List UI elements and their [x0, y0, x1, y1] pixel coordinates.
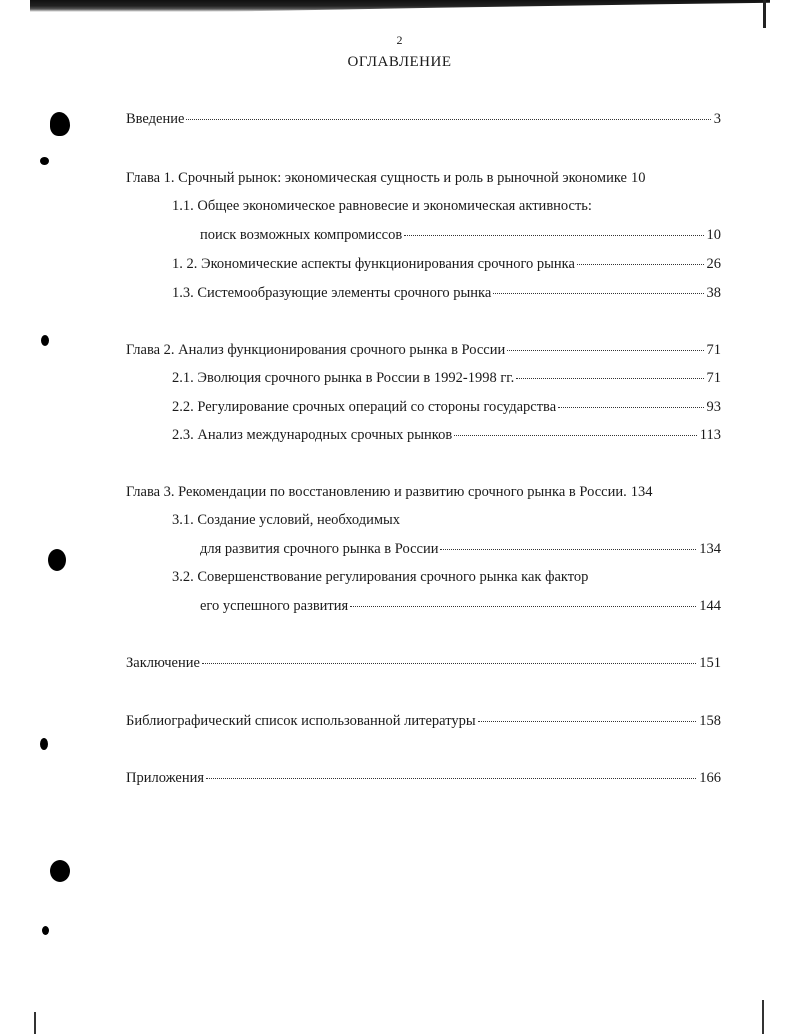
toc-entry-label: 2.2. Регулирование срочных операций со стороны государства: [172, 399, 557, 415]
dot-leader: [350, 606, 696, 607]
toc-entry-page: 10: [706, 227, 721, 243]
toc-entry-label: Глава 2. Анализ функционирования срочного рынка в России: [126, 342, 506, 358]
toc-entry-1-1[interactable]: [200, 227, 721, 247]
toc-entry-page: 151: [699, 655, 721, 671]
punch-hole-mark: [42, 926, 49, 935]
toc-entry-3-1[interactable]: [200, 541, 721, 561]
dot-leader: [404, 235, 703, 236]
toc-entry-chapter-1[interactable]: [126, 170, 721, 190]
toc-entry-2-3[interactable]: [172, 427, 721, 447]
punch-hole-mark: [41, 335, 49, 346]
dot-leader: [454, 435, 697, 436]
toc-entry-label: 1. 2. Экономические аспекты функционирования срочного рынка: [172, 256, 575, 272]
toc-entry-page: 26: [706, 256, 721, 272]
toc-entry-label: Заключение: [126, 655, 200, 671]
toc-entry-label: Глава 1. Срочный рынок: экономическая сущность и роль в рыночной экономике: [126, 170, 627, 186]
toc-entry-page: 10: [630, 170, 646, 186]
punch-hole-mark: [40, 157, 49, 165]
toc-entry-3-2[interactable]: [200, 598, 721, 618]
scan-border-left: [34, 1012, 36, 1034]
toc-entry-page: 134: [630, 484, 653, 500]
toc-entry-bibliography[interactable]: [126, 713, 721, 733]
page-number: 2: [396, 33, 403, 47]
toc-entry-label: Приложения: [126, 770, 205, 786]
dot-leader: [478, 721, 697, 722]
toc-entry-chapter-2[interactable]: [126, 342, 721, 362]
dot-leader: [507, 350, 703, 351]
dot-leader: [493, 293, 703, 294]
toc-entry-page: 158: [699, 713, 721, 729]
toc-entry-label: Введение: [126, 111, 185, 127]
dot-leader: [186, 119, 710, 120]
toc-entry-page: 71: [706, 370, 721, 386]
toc-entry-1-1-title: 1.1. Общее экономическое равновесие и экономическая активность:: [172, 198, 592, 214]
toc-entry-label: Глава 3. Рекомендации по восстановлению и развитию срочного рынка в России.: [126, 484, 627, 500]
toc-entry-1-2[interactable]: [172, 256, 721, 276]
dot-leader: [202, 663, 696, 664]
toc-entry-label: его успешного развития: [200, 598, 349, 614]
punch-hole-mark: [48, 549, 66, 571]
dot-leader: [558, 407, 703, 408]
dot-leader: [206, 778, 696, 779]
toc-entry-label: Библиографический список использованной литературы: [126, 713, 476, 729]
toc-entry-label: поиск возможных компромиссов: [200, 227, 403, 243]
toc-entry-2-2[interactable]: [172, 399, 721, 419]
toc-entry-page: 38: [706, 285, 721, 301]
toc-entry-label: для развития срочного рынка в России: [200, 541, 439, 557]
toc-entry-page: 93: [706, 399, 721, 415]
scan-border-right: [763, 0, 766, 28]
toc-entry-chapter-3[interactable]: [126, 484, 721, 504]
toc-entry-label: 2.3. Анализ международных срочных рынков: [172, 427, 453, 443]
scan-border-right-bottom: [762, 1000, 764, 1034]
toc-entry-1-3[interactable]: [172, 285, 721, 305]
toc-entry-page: 166: [699, 770, 721, 786]
dot-leader: [577, 264, 704, 265]
dot-leader: [516, 378, 703, 379]
toc-entry-label: 2.1. Эволюция срочного рынка в России в 1992-1998 гг.: [172, 370, 515, 386]
toc-entry-3-2-title: 3.2. Совершенствование регулирования срочного рынка как фактор: [172, 569, 589, 585]
toc-entry-intro[interactable]: [126, 111, 721, 131]
dot-leader: [440, 549, 696, 550]
scan-border-top: [30, 0, 770, 14]
toc-entry-page: 3: [713, 111, 721, 127]
toc-entry-2-1[interactable]: [172, 370, 721, 390]
toc-entry-page: 71: [706, 342, 721, 358]
toc-entry-conclusion[interactable]: [126, 655, 721, 675]
punch-hole-mark: [40, 738, 48, 750]
toc-entry-label: 1.3. Системообразующие элементы срочного рынка: [172, 285, 492, 301]
page-title: ОГЛАВЛЕНИЕ: [347, 54, 452, 70]
toc-entry-page: 113: [699, 427, 721, 443]
punch-hole-mark: [50, 112, 70, 136]
toc-entry-3-1-title: 3.1. Создание условий, необходимых: [172, 512, 401, 528]
toc-entry-page: 134: [699, 541, 721, 557]
punch-hole-mark: [50, 860, 70, 882]
toc-entry-appendix[interactable]: [126, 770, 721, 790]
toc-entry-page: 144: [699, 598, 721, 614]
